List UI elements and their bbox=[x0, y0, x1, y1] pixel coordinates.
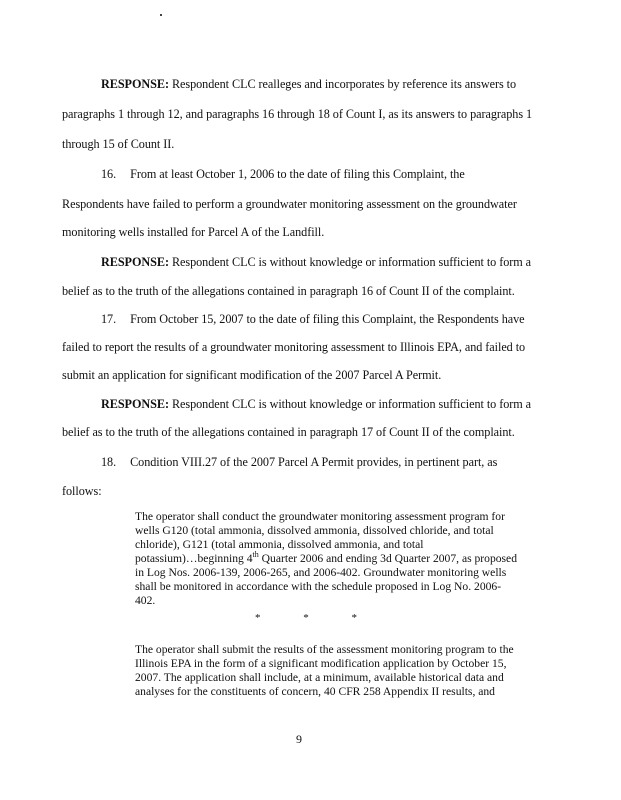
quote-line: The operator shall conduct the groundwater monitoring assessment program for bbox=[135, 510, 505, 523]
quote-line: shall be monitored in accordance with the schedule proposed in Log No. 2006- bbox=[135, 580, 502, 593]
paragraph-number: 16. bbox=[101, 167, 117, 181]
quote-line: 2007. The application shall include, at a minimum, available historical data and bbox=[135, 671, 504, 684]
quote-line: chloride), G121 (total ammonia, dissolved ammonia, and total bbox=[135, 538, 424, 551]
quote-line: 402. bbox=[135, 594, 156, 607]
paragraph-number: 18. bbox=[101, 455, 117, 469]
text-line: monitoring wells installed for Parcel A of the Landfill. bbox=[62, 225, 325, 239]
paragraph-17: 17. From October 15, 2007 to the date of filing this Complaint, the Respondents have bbox=[101, 312, 525, 326]
text-line: through 15 of Count II. bbox=[62, 137, 175, 151]
text-line: follows: bbox=[62, 484, 102, 498]
scan-speck bbox=[160, 14, 162, 16]
text-line: belief as to the truth of the allegations contained in paragraph 16 of Count II of the complaint. bbox=[62, 284, 515, 298]
text-line: Respondents have failed to perform a groundwater monitoring assessment on the groundwater bbox=[62, 197, 517, 211]
response-label: RESPONSE: bbox=[101, 397, 169, 411]
quote-line: The operator shall submit the results of the assessment monitoring program to the bbox=[135, 643, 514, 656]
text-line: failed to report the results of a groundwater monitoring assessment to Illinois EPA, and failed to bbox=[62, 340, 526, 354]
quote-line: Illinois EPA in the form of a significant modification application by October 15, bbox=[135, 657, 507, 670]
page-number: 9 bbox=[296, 732, 302, 746]
response-label: RESPONSE: bbox=[101, 77, 169, 91]
quote-line: analyses for the constituents of concern, 40 CFR 258 Appendix II results, and bbox=[135, 685, 495, 698]
paragraph-number: 17. bbox=[101, 312, 117, 326]
omission-separator: * * * bbox=[255, 612, 377, 624]
quote-line: potassium)…beginning 4th Quarter 2006 and ending 3d Quarter 2007, as proposed bbox=[135, 550, 517, 565]
paragraph-18: 18. Condition VIII.27 of the 2007 Parcel A Permit provides, in pertinent part, as bbox=[101, 455, 498, 469]
text-line: paragraphs 1 through 12, and paragraphs 16 through 18 of Count I, as its answers to paragraphs 1 bbox=[62, 107, 533, 121]
paragraph-16: 16. From at least October 1, 2006 to the date of filing this Complaint, the bbox=[101, 167, 465, 181]
response-paragraph-2: RESPONSE: Respondent CLC is without knowledge or information sufficient to form a bbox=[101, 255, 532, 269]
text-line: submit an application for significant modification of the 2007 Parcel A Permit. bbox=[62, 368, 442, 382]
response-paragraph-1: RESPONSE: Respondent CLC realleges and incorporates by reference its answers to bbox=[101, 77, 517, 91]
response-label: RESPONSE: bbox=[101, 255, 169, 269]
response-paragraph-3: RESPONSE: Respondent CLC is without knowledge or information sufficient to form a bbox=[101, 397, 532, 411]
text-line: belief as to the truth of the allegations contained in paragraph 17 of Count II of the complaint. bbox=[62, 425, 515, 439]
quote-line: wells G120 (total ammonia, dissolved ammonia, dissolved chloride, and total bbox=[135, 524, 494, 537]
quote-line: in Log Nos. 2006-139, 2006-265, and 2006-402. Groundwater monitoring wells bbox=[135, 566, 507, 579]
